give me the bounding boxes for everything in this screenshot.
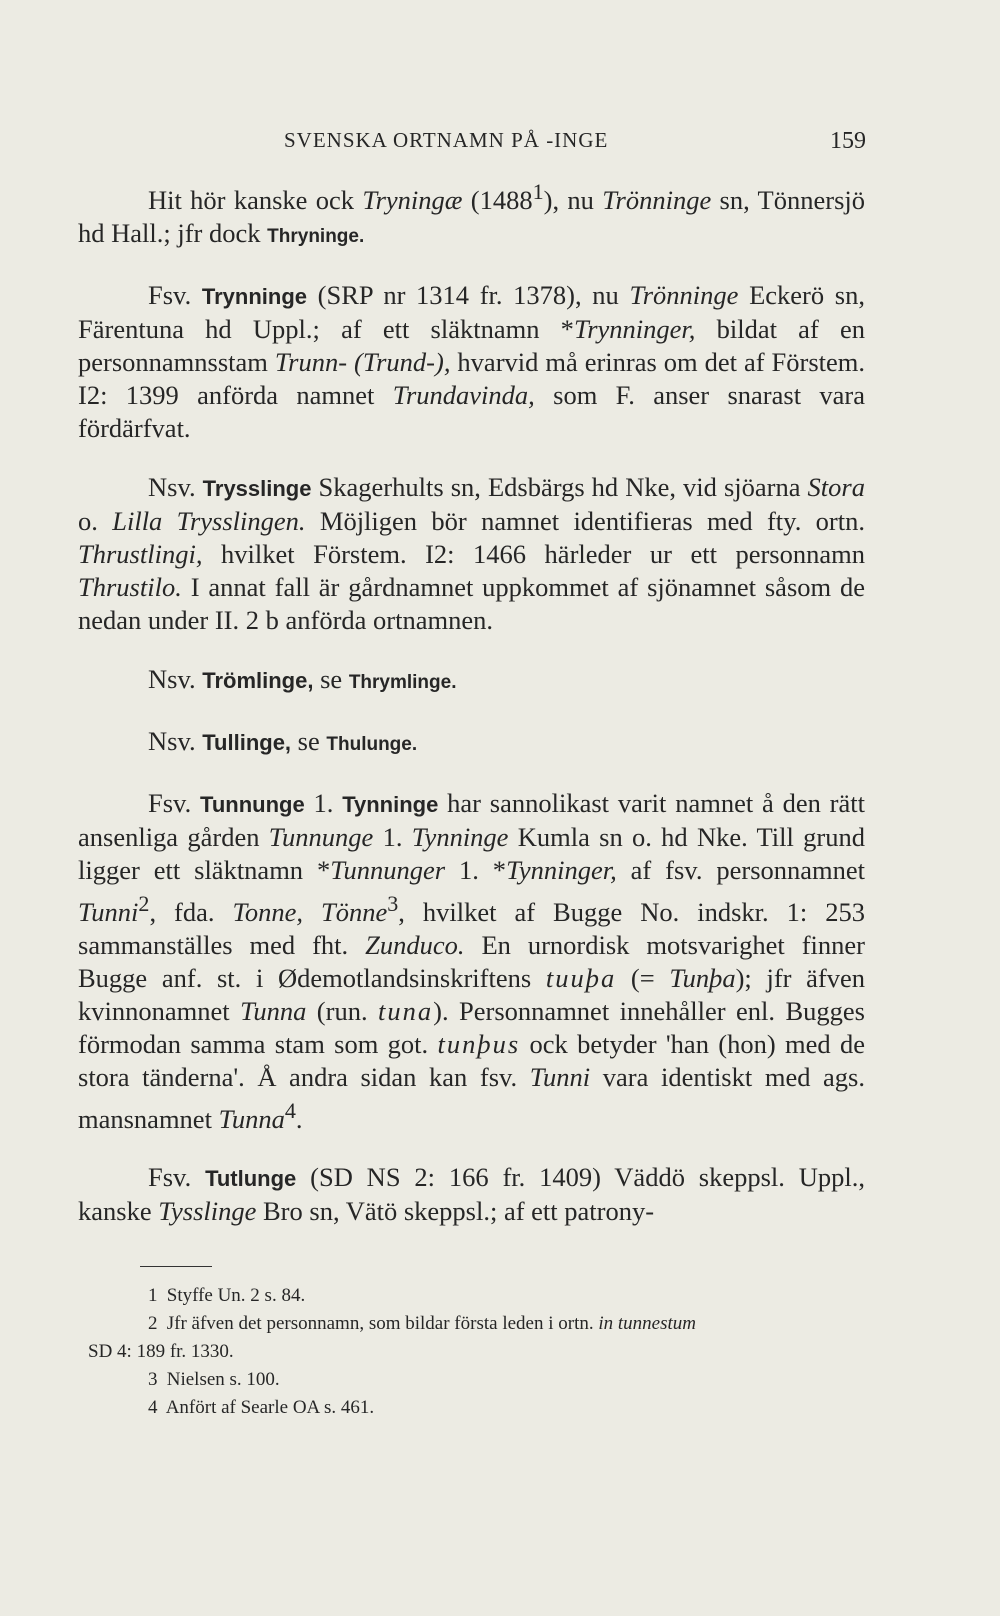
text: se [291, 725, 327, 756]
text: , hvilket af Bugge No. indskr. 1: 253 sammanställes med fht. [78, 896, 865, 960]
italic-text: Tysslinge [158, 1196, 257, 1227]
text: ); jfr äfven kvinnonamnet [78, 962, 865, 1026]
running-title: SVENSKA ORTNAMN PÅ -INGE [284, 128, 609, 152]
italic-text: Tonne, Tönne [232, 896, 388, 927]
cross-reference: Thrymlinge. [348, 671, 457, 693]
runic-transliteration: tuuþa [545, 962, 617, 993]
footnotes [88, 1282, 878, 1422]
running-header [284, 128, 866, 153]
footnote-4 [88, 1394, 878, 1422]
footnote-1 [88, 1282, 878, 1310]
footnote-number: 1 [148, 1285, 158, 1306]
text: o. [78, 505, 113, 536]
italic-text: Tunni [529, 1061, 591, 1092]
footnote-text: Anfört af Searle OA s. 461. [165, 1397, 375, 1418]
footnote-number: 4 [148, 1397, 158, 1418]
headword: Tutlunge [205, 1166, 297, 1192]
headword: Trynninge [201, 283, 307, 309]
footnote-ref: 2 [138, 890, 150, 916]
headword: Trysslinge [202, 475, 312, 501]
italic-text: Trunn- (Trund-), [274, 346, 451, 377]
italic-text: Tynninger, [506, 854, 617, 885]
text: (1488 [462, 184, 533, 215]
text: hvarvid må erinras om det af Förstem. I2: 1399 anförda namnet [78, 346, 866, 410]
text: sn, Tönnersjö hd Hall.; jfr dock [78, 184, 866, 248]
italic-text: Tryningæ [362, 184, 463, 215]
text: har sannolikast varit namnet å den rätt ansenliga gården [78, 787, 865, 852]
text: se [313, 663, 349, 694]
text: Nsv. [148, 725, 203, 756]
runic-transliteration: tunþus [437, 1028, 521, 1059]
text: Möjligen bör namnet identifieras med fty. ortn. [305, 505, 865, 536]
runic-transliteration: tuna [378, 995, 434, 1026]
text: (SD NS 2: 166 fr. 1409) Väddö skeppsl. Uppl., kanske [78, 1162, 865, 1227]
text: af fsv. personnamnet [616, 854, 866, 885]
paragraph-trysslinge [78, 471, 865, 637]
text: 1. [304, 787, 343, 818]
paragraph-tryningae [78, 175, 865, 253]
italic-text: Stora [807, 471, 865, 502]
italic-text: Tunna [240, 995, 307, 1026]
footnote-ref: 3 [387, 890, 399, 916]
headword: Tynninge [342, 791, 439, 817]
footnote-text: SD 4: 189 fr. 1330. [88, 1341, 234, 1362]
text: (= [616, 962, 670, 993]
text: 1. [373, 821, 412, 852]
text: Skagerhults sn, Edsbärgs hd Nke, vid sjöarna [311, 471, 808, 502]
text: En urnordisk motsvarighet finner Bugge anf. st. i Ødemotlandsinskriftens [78, 929, 865, 993]
main-text [78, 175, 865, 1228]
cross-reference: Thulunge. [326, 733, 418, 755]
italic-text: Lilla Trysslingen. [112, 505, 306, 536]
text: Nsv. [148, 663, 203, 694]
italic-text: Trönninge [629, 279, 739, 310]
text: Bro sn, Vätö skeppsl.; af ett patrony- [256, 1196, 655, 1227]
footnote-text: Jfr äfven det personnamn, som bildar första leden i ortn. [166, 1313, 599, 1334]
footnote-number: 2 [148, 1313, 158, 1334]
text: hvilket Förstem. I2: 1466 härleder ur ett personnamn [202, 538, 865, 569]
text: (run. [306, 995, 379, 1026]
footnote-divider [140, 1266, 212, 1267]
footnote-number: 3 [148, 1369, 158, 1390]
italic-text: Tunna [218, 1103, 285, 1134]
italic-text: in tunnestum [598, 1313, 696, 1334]
italic-text: Thrustilo. [78, 571, 182, 602]
text: Eckerö sn, Färentuna hd Uppl.; af ett släktnamn * [78, 279, 865, 344]
footnote-text: Styffe Un. 2 s. 84. [166, 1285, 306, 1306]
italic-text: Tunni [78, 896, 139, 927]
footnote-ref: 1 [532, 179, 544, 204]
text: I annat fall är gårdnamnet uppkommet af sjönamnet såsom de nedan under II. 2 b anförda ortnamnen. [78, 571, 865, 635]
headword: Tunnunge [200, 791, 305, 817]
text: ). Personnamnet innehåller enl. Bugges förmodan samma stam som got. [78, 995, 865, 1059]
text: (SRP nr 1314 fr. 1378), nu [307, 279, 630, 310]
text: bildat af en personnamnsstam [78, 313, 865, 377]
italic-text: Trundavinda, [392, 379, 535, 410]
text: Fsv. [148, 1162, 206, 1193]
footnote-3 [88, 1366, 878, 1394]
cross-reference: Thryninge. [267, 225, 365, 247]
text: som F. anser snarast vara fördärfvat. [78, 379, 865, 443]
footnote-2-continuation [88, 1338, 878, 1366]
text: . [295, 1103, 303, 1134]
paragraph-tunnunge [78, 787, 865, 1136]
text: 1. * [445, 854, 507, 885]
text: Nsv. [148, 471, 203, 502]
page-number: 159 [830, 128, 866, 154]
headword: Tullinge, [202, 729, 292, 755]
text: vara identiskt med ags. mansnamnet [78, 1061, 865, 1134]
italic-text: Zunduco. [365, 929, 465, 960]
paragraph-tullinge [78, 725, 865, 761]
paragraph-trynninge [78, 279, 865, 445]
italic-text: Thrustlingi, [78, 538, 203, 569]
text: ), nu [543, 184, 603, 215]
italic-text: Tunnunger [330, 854, 446, 885]
text: Hit hör kanske ock [148, 184, 363, 215]
footnote-2 [88, 1310, 878, 1338]
text: , fda. [149, 896, 233, 927]
footnote-ref: 4 [284, 1097, 296, 1123]
headword: Trömlinge, [202, 667, 314, 693]
text: Kumla sn o. hd Nke. Till grund ligger ett släktnamn * [78, 821, 866, 885]
italic-text: Trynninger, [573, 313, 696, 344]
paragraph-tromlinge [78, 663, 865, 699]
text: Fsv. [148, 279, 202, 310]
italic-text: Tynninge [411, 821, 509, 852]
footnote-text: Nielsen s. 100. [166, 1369, 280, 1390]
italic-text: Tunnunge [268, 821, 374, 852]
text: ock betyder 'han (hon) med de stora tänderna'. Å andra sidan kan fsv. [78, 1028, 865, 1092]
italic-text: Tunþa [669, 962, 736, 993]
text: Fsv. [148, 787, 201, 818]
paragraph-tutlunge [78, 1161, 865, 1228]
italic-text: Trönninge [602, 184, 712, 215]
